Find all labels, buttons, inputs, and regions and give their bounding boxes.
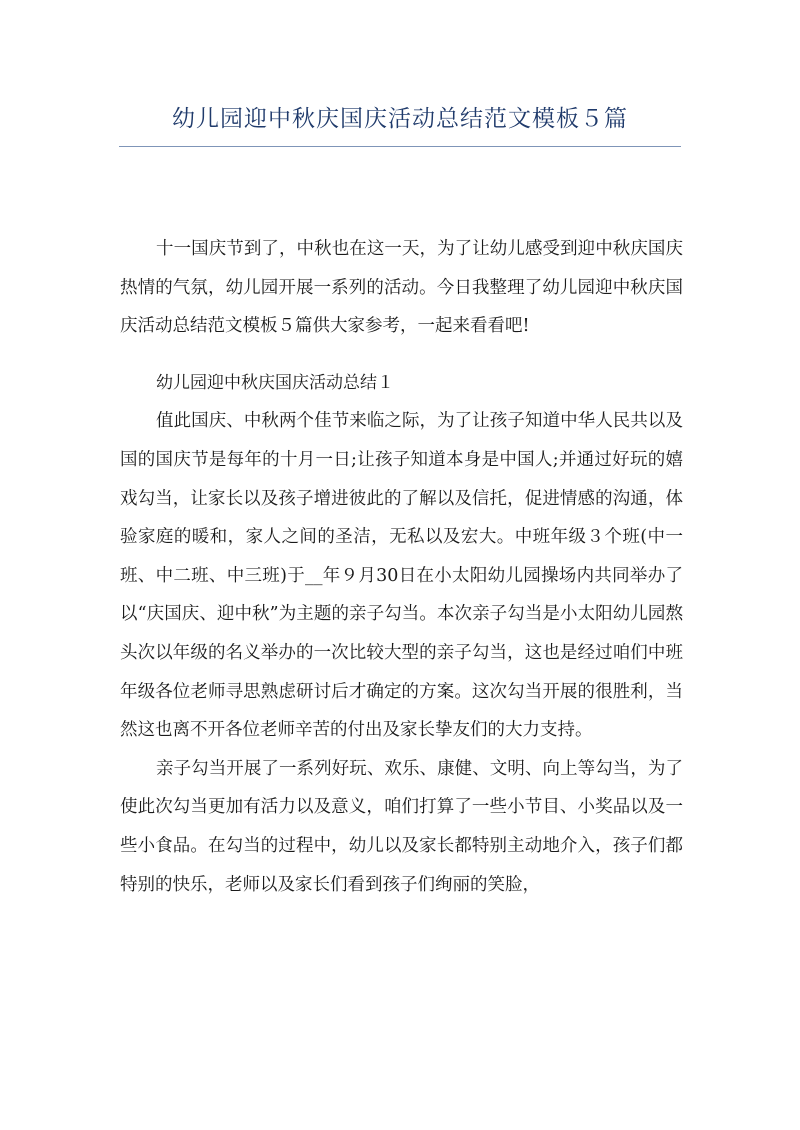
paragraph-gap <box>120 346 683 364</box>
body-paragraph: 亲子勾当开展了一系列好玩、欢乐、康健、文明、向上等勾当，为了使此次勾当更加有活力以及意义，咱们打算了一些小节目、小奖品以及一些小食品。在勾当的过程中，幼儿以及家长都特别主动地介入，孩子们都特别的快乐，老师以及家长们看到孩子们绚丽的笑脸， <box>120 758 683 895</box>
page-title: 幼儿园迎中秋庆国庆活动总结范文模板５篇 <box>172 106 628 132</box>
document-body <box>120 230 683 904</box>
section-heading: 幼儿园迎中秋庆国庆活动总结１ <box>156 372 394 393</box>
body-paragraph: 值此国庆、中秋两个佳节来临之际，为了让孩子知道中华人民共以及国的国庆节是每年的十月一日;让孩子知道本身是中国人;并通过好玩的嬉戏勾当，让家长以及孩子增进彼此的了解以及信托，促进情感的沟通，体验家庭的暖和，家人之间的圣洁，无私以及宏大。中班年级３个班(中一班、中二班、中三班)于__年９月30日在小太阳幼儿园操场内共同举办了以“庆国庆、迎中秋”为主题的亲子勾当。本次亲子勾当是小太阳幼儿园熬头次以年级的名义举办的一次比较大型的亲子勾当，这也是经过咱们中班年级各位老师寻思熟虑研讨后才确定的方案。这次勾当开展的很胜利，当然这也离不开各位老师辛苦的付出及家长挚友们的大力支持。 <box>120 411 683 741</box>
title-underline <box>119 146 681 147</box>
intro-paragraph: 十一国庆节到了，中秋也在这一天，为了让幼儿感受到迎中秋庆国庆热情的气氛，幼儿园开展一系列的活动。今日我整理了幼儿园迎中秋庆国庆活动总结范文模板５篇供大家参考，一起来看看吧! <box>120 239 683 337</box>
